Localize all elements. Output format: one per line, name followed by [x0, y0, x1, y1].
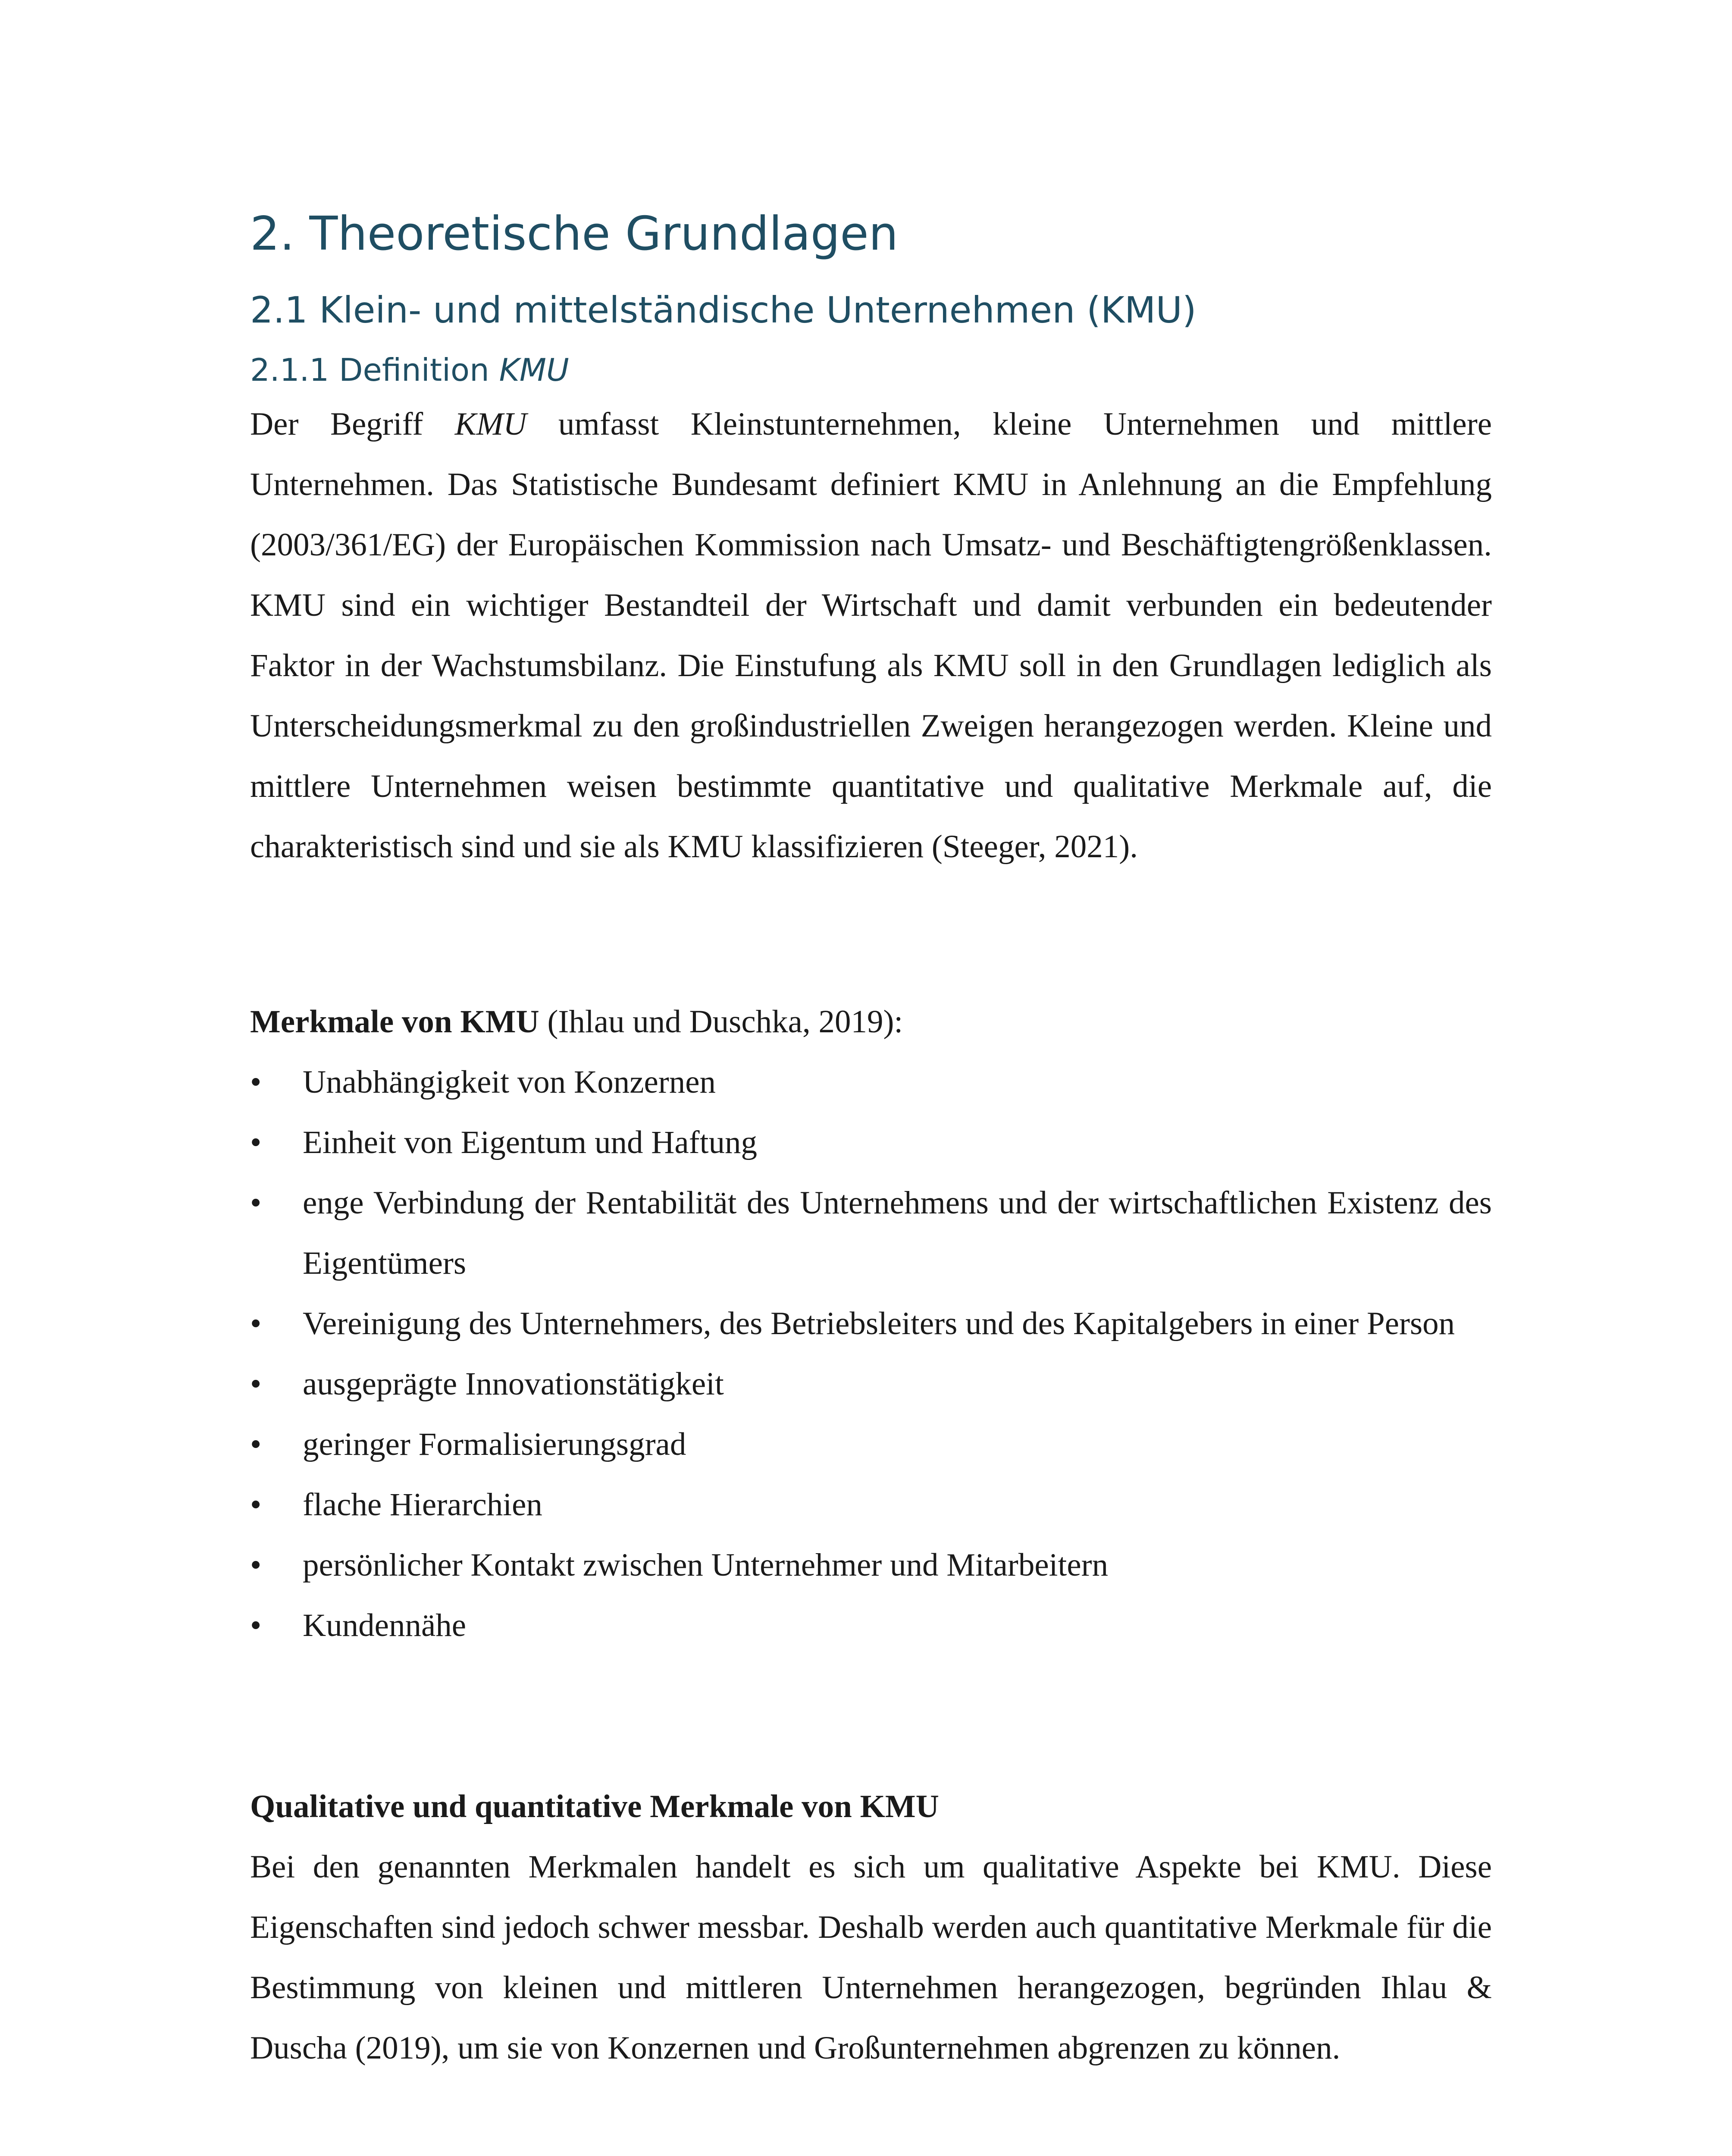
list-item: [250, 1052, 1492, 1112]
bullet-icon: •: [250, 1608, 262, 1643]
bullet-icon: •: [250, 1064, 262, 1100]
list-item: [250, 1535, 1492, 1595]
bullet-icon: •: [250, 1426, 262, 1462]
list-item-text: Unabhängigkeit von Konzernen: [303, 1064, 716, 1100]
list-item-text: Kundennähe: [303, 1608, 467, 1643]
list-item-text: Einheit von Eigentum und Haftung: [303, 1125, 757, 1160]
bullet-icon: •: [250, 1125, 262, 1160]
list-item: [250, 1414, 1492, 1475]
bullet-icon: •: [250, 1547, 262, 1583]
bullet-icon: •: [250, 1185, 262, 1221]
subsection-heading: [250, 348, 569, 392]
definition-paragraph-term: KMU: [454, 406, 527, 442]
features-list: [250, 1052, 1492, 1656]
section-heading: 2.1 Klein- und mittelständische Unternehmen (KMU): [250, 289, 1196, 331]
list-item-text: ausgeprägte Innovationstätigkeit: [303, 1366, 724, 1402]
subsection-heading-emphasis: KMU: [499, 352, 569, 388]
qualitative-quantitative-paragraph: Bei den genannten Merkmalen handelt es sich um qualitative Aspekte bei KMU. Diese Eigenschaften sind jedoch schwer messbar. Deshalb werden auch quantitative Merkmale für die Bestimmung von kleinen und mittleren Unternehmen herangezogen, begründen Ihlau & Duscha (2019), um sie von Konzernen und Großunternehmen abgrenzen zu können.: [250, 1849, 1492, 2066]
list-item-text: enge Verbindung der Rentabilität des Unternehmens und der wirtschaftlichen Existenz des Eigentümers: [303, 1185, 1492, 1281]
list-item-text: persönlicher Kontakt zwischen Unternehmer und Mitarbeitern: [303, 1547, 1109, 1583]
list-item: [250, 1294, 1492, 1354]
subsection-heading-prefix: 2.1.1 Definition: [250, 352, 499, 388]
chapter-heading: 2. Theoretische Grundlagen: [250, 207, 899, 261]
list-item: [250, 1475, 1492, 1535]
definition-paragraph: [250, 394, 1492, 877]
list-item-text: geringer Formalisierungsgrad: [303, 1426, 686, 1462]
features-label-bold: Merkmale von KMU: [250, 1004, 539, 1040]
features-label-source: (Ihlau und Duschka, 2019):: [539, 1004, 903, 1040]
features-label: [250, 992, 1492, 1052]
list-item: [250, 1112, 1492, 1173]
list-item-text: Vereinigung des Unternehmers, des Betriebsleiters und des Kapitalgebers in einer Person: [303, 1306, 1455, 1341]
list-item-text: flache Hierarchien: [303, 1487, 542, 1523]
bullet-icon: •: [250, 1487, 262, 1523]
list-item: [250, 1595, 1492, 1656]
bullet-icon: •: [250, 1306, 262, 1341]
bullet-icon: •: [250, 1366, 262, 1402]
list-item: [250, 1173, 1492, 1294]
list-item: [250, 1354, 1492, 1414]
definition-paragraph-lead: Der Begriff: [250, 406, 455, 442]
definition-paragraph-body: umfasst Kleinstunternehmen, kleine Unternehmen und mittlere Unternehmen. Das Statistische Bundesamt definiert KMU in Anlehnung an die Empfehlung (2003/361/EG) der Europäischen Kommission nach Umsatz- und Beschäftigtengrößenklassen. KMU sind ein wichtiger Bestandteil der Wirtschaft und damit verbunden ein bedeutender Faktor in der Wachstumsbilanz. Die Einstufung als KMU soll in den Grundlagen lediglich als Unterscheidungsmerkmal zu den großindustriellen Zweigen herangezogen werden. Kleine und mittlere Unternehmen weisen bestimmte quantitative und qualitative Merkmale auf, die charakteristisch sind und sie als KMU klassifizieren (Steeger, 2021).: [250, 406, 1492, 865]
qualitative-quantitative-label: Qualitative und quantitative Merkmale von KMU: [250, 1789, 939, 1824]
